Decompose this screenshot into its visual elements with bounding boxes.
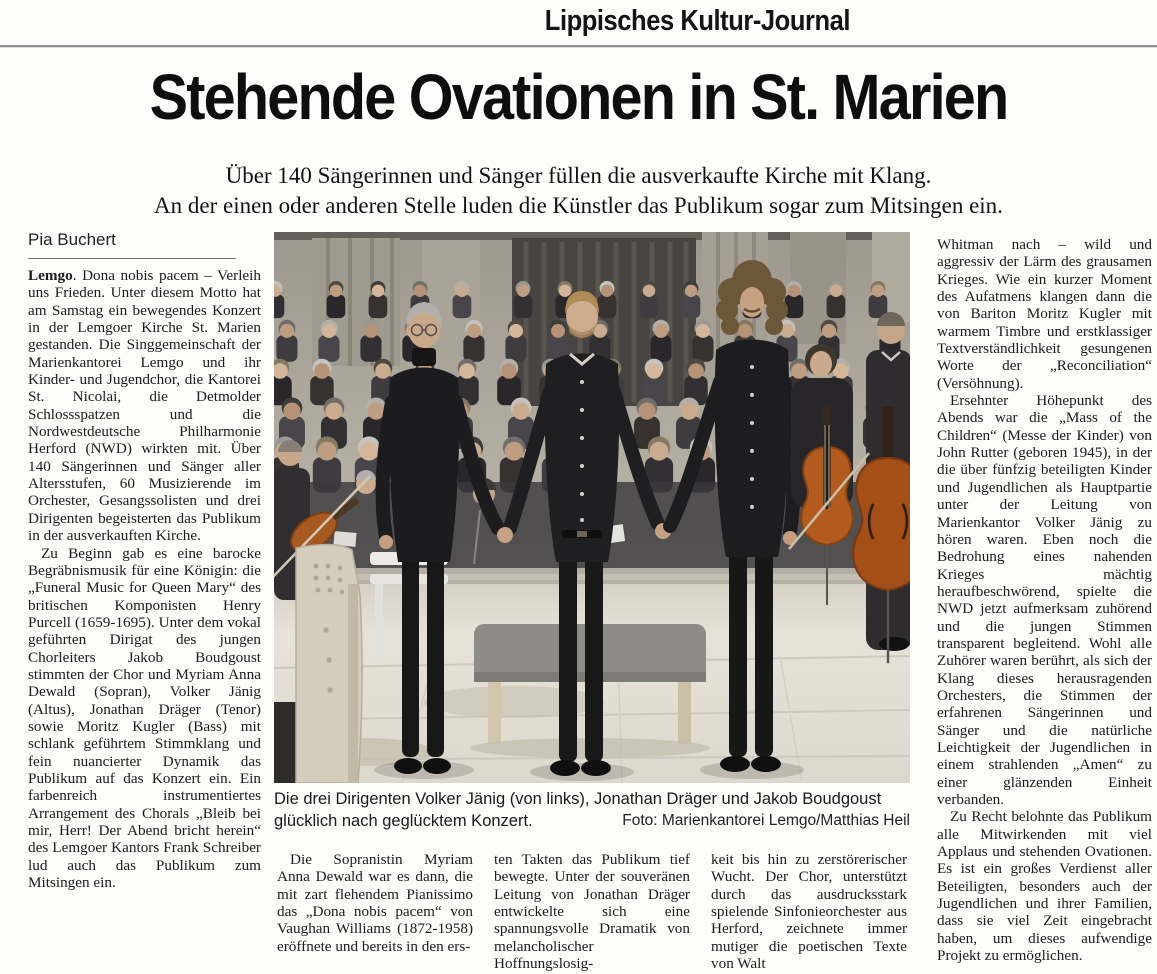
masthead: [237, 5, 1157, 38]
masthead-title: Lippisches Kultur-Journal: [544, 5, 850, 37]
photo-illustration: [274, 232, 910, 783]
subheadline-line1: Über 140 Sängerinnen und Sänger füllen die ausverkaufte Kirche mit Klang.: [225, 163, 932, 188]
right-column: [937, 236, 1152, 974]
headline-text: Stehende Ovationen in St. Marien: [149, 61, 1008, 133]
dateline: Lemgo: [28, 267, 73, 284]
article-subheadline: [0, 161, 1157, 221]
photo-credit: Foto: Marienkantorei Lemgo/Matthias Heil: [622, 811, 910, 829]
bottom-column-3: keit bis hin zu zerstörerischer Wucht. Der Chor, unterstützt durch das ausdrucksstark spielende Sinfonieorchester aus Herford, zeichnete immer mutiger die poetischen Texte von Walt: [711, 851, 907, 973]
left-column: [28, 267, 261, 891]
caption-text: Die drei Dirigenten Volker Jänig (von links), Jonathan Dräger und Jakob Boudgoust glücklich nach geglücktem Konzert.: [274, 790, 882, 830]
bottom-columns: [277, 851, 907, 974]
bottom-column-2: ten Takten das Publikum tief bewegte. Unter der souveränen Leitung von Jonathan Dräger entwickelte sich eine spannungsvolle Dramatik von melancholischer Hoffnungslosig-: [494, 851, 690, 973]
paragraph: Zu Recht belohnte das Publikum alle Mitwirkenden mit viel Applaus und stehenden Ovationen. Es ist ein großes Verdienst aller Beteiligten, besonders auch der Jugendlichen und ihrer Familien, dass sie viel Zeit eingebracht haben, um dieses aufwendige Projekt zu ermöglichen.: [937, 808, 1152, 965]
paragraph: Zu Beginn gab es eine barocke Begräbnismusik für eine Königin: die „Funeral Music for Queen Mary“ des britischen Komponisten Henry Purcell (1659-1695). Unter dem vokal geführten Dirigat des jungen Chorleiters Jakob Boudgoust stimmten der Chor und Myriam Anna Dewald (Sopran), Volker Jänig (Altus), Jonathan Dräger (Tenor) sowie Moritz Kugler (Bass) mit schlank geführtem Stimmklang und fein nuancierter Dynamik das Publikum auf das Konzert ein. Ein farbenreich instrumentiertes Arrangement des Chorals „Bleib bei mir, Herr! Der Abend bricht herein“ des Lemgoer Kantors Frank Schreiber lud auch das Publikum zum Mitsingen ein.: [28, 544, 261, 892]
bottom-column-1: Die Sopranistin Myriam Anna Dewald war es dann, die mit zart flehendem Pianissimo das „Dona nobis pacem“ von Vaughan Williams (1872-1958) eröffnete und bereits in den ers-: [277, 851, 473, 955]
lead-paragraph-text: . Dona nobis pacem – Verleih uns Frieden. Unter diesem Motto hat am Samstag ein bewegendes Konzert in der Lemgoer Kirche St. Marien gestanden. Die Singgemeinschaft der Marienkantorei Lemgo und ihr Kinder- und Jugendchor, die Kantorei St. Nicolai, die Detmolder Schlossspatzen und die Nordwestdeutsche Philharmonie Herford (NWD) wirkten mit. Über 140 Sängerinnen und Sänger aller Altersstufen, 60 Musizierende im Orchester, Gesangssolisten und drei Dirigenten begeisterten das Publikum in der ausverkauften Kirche.: [28, 267, 261, 545]
masthead-rule: [0, 45, 1157, 48]
paragraph: Whitman nach – wild und aggressiv der Lärm des grausamen Krieges. Wie ein kurzer Moment des Aufatmens klangen dann die von Bariton Moritz Kugler mit warmem Timbre und erstklassiger Textverständlichkeit gesungenen Worte der „Reconciliation“ (Versöhnung).: [937, 236, 1152, 392]
photo-caption: [274, 789, 910, 832]
paragraph: Ersehnter Höhepunkt des Abends war die „Mass of the Children“ (Messe der Kinder) von John Rutter (geboren 1945), in der die über fünfzig beteiligten Kinder und Jugendlichen als Hauptpartie unter der Leitung von Marienkantor Volker Jänig zu hören waren. Eben noch die Bedrohung eines nahenden Krieges mächtig heraufbeschwörend, spielte die NWD jetzt aufmerksam zuhörend und die jungen Stimmen transparent begleitend. Wohl alle Zuhörer waren berührt, als sich der Klang dieses herausragenden Orchesters, die Stimmen der erfahrenen Sängerinnen und Sänger und die natürliche Leichtigkeit der Jugendlichen in einem strahlenden „Amen“ zu einer glänzenden Einheit verbanden.: [937, 392, 1152, 808]
article-headline: [0, 60, 1157, 134]
concert-photo: [274, 232, 910, 783]
subheadline-line2: An der einen oder anderen Stelle luden die Künstler das Publikum sogar zum Mitsingen ein.: [154, 193, 1003, 218]
byline: Pia Buchert: [28, 230, 236, 259]
lead-paragraph: [28, 267, 261, 545]
